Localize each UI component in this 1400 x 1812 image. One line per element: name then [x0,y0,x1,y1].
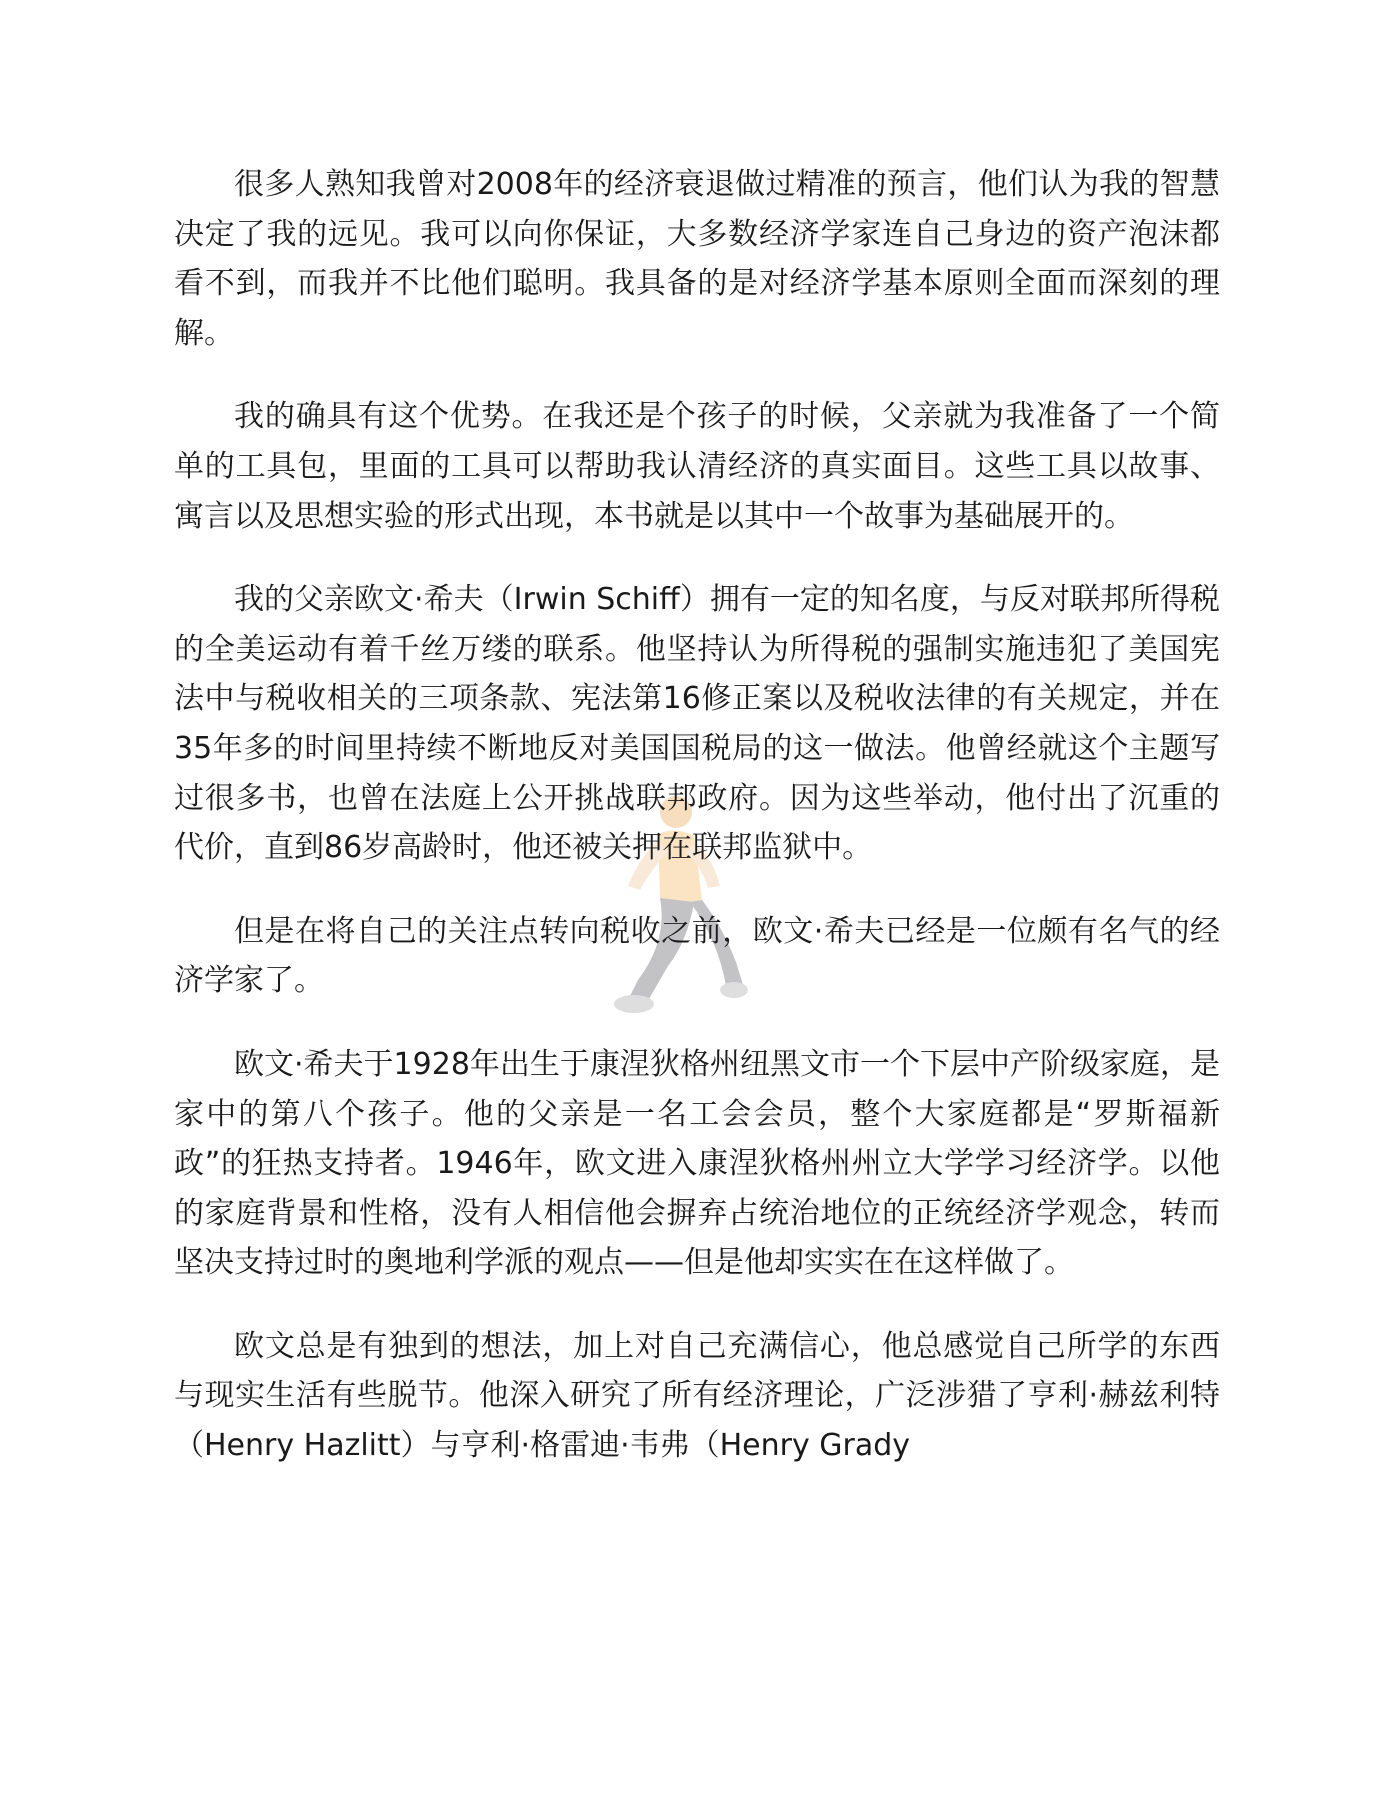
paragraph-3: 我的父亲欧文·希夫（Irwin Schiff）拥有一定的知名度，与反对联邦所得税的全美运动有着千丝万缕的联系。他坚持认为所得税的强制实施违犯了美国宪法中与税收相关的三项条款、宪法第16修正案以及税收法律的有关规定，并在35年多的时间里持续不断地反对美国国税局的这一做法。他曾经就这个主题写过很多书，也曾在法庭上公开挑战联邦政府。因为这些举动，他付出了沉重的代价，直到86岁高龄时，他还被关押在联邦监狱中。 [174,582,1220,866]
paragraph-5: 欧文·希夫于1928年出生于康涅狄格州纽黑文市一个下层中产阶级家庭，是家中的第八个孩子。他的父亲是一名工会会员，整个大家庭都是“罗斯福新政”的狂热支持者。1946年，欧文进入康涅狄格州州立大学学习经济学。以他的家庭背景和性格，没有人相信他会摒弃占统治地位的正统经济学观念，转而坚决支持过时的奥地利学派的观点——但是他却实实在在这样做了。 [174,1046,1220,1281]
paragraph-1: 很多人熟知我曾对2008年的经济衰退做过精准的预言，他们认为我的智慧决定了我的远见。我可以向你保证，大多数经济学家连自己身边的资产泡沫都看不到，而我并不比他们聪明。我具备的是对经济学基本原则全面而深刻的理解。 [174,167,1220,351]
paragraph-6: 欧文总是有独到的想法，加上对自己充满信心，他总感觉自己所学的东西与现实生活有些脱节。他深入研究了所有经济理论，广泛涉猎了亨利·赫兹利特（Henry Hazlitt）与亨利·格雷迪·韦弗（Henry Grady [174,1328,1220,1464]
paragraph-4: 但是在将自己的关注点转向税收之前，欧文·希夫已经是一位颇有名气的经济学家了。 [174,913,1220,999]
document-body [174,160,1220,1505]
paragraph-2: 我的确具有这个优势。在我还是个孩子的时候，父亲就为我准备了一个简单的工具包，里面的工具可以帮助我认清经济的真实面目。这些工具以故事、寓言以及思想实验的形式出现，本书就是以其中一个故事为基础展开的。 [174,399,1220,534]
